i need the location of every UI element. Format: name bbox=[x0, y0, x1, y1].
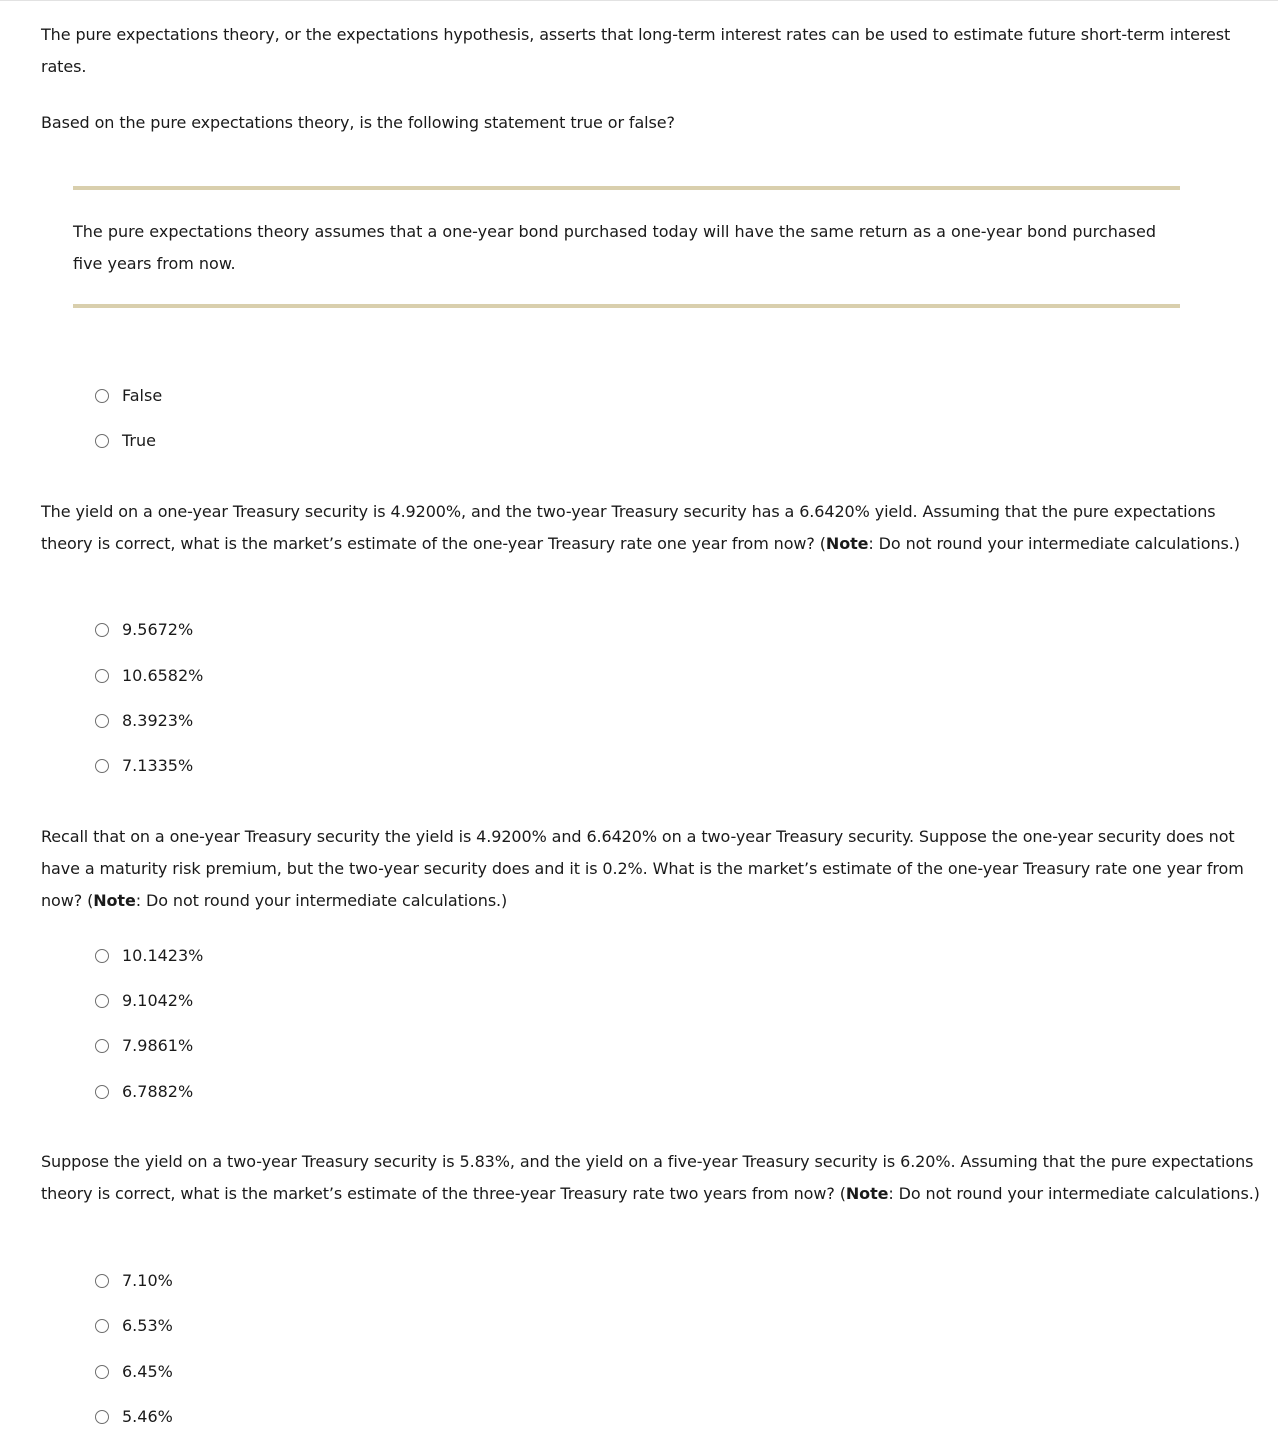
top-divider bbox=[0, 0, 1278, 1]
radio-button[interactable] bbox=[95, 1039, 109, 1053]
q1-option-false[interactable] bbox=[95, 385, 162, 407]
question-3-text-main: Recall that on a one-year Treasury security the yield is 4.9200% and 6.6420% on a two-year Treasury security. Suppose the one-year security does not have a maturity risk premium, but the two-year security does and it is 0.2%. What is the market’s estimate of the one-year Treasury rate one year from now? ( bbox=[41, 827, 1244, 910]
question-2-note-text: : Do not round your intermediate calculations.) bbox=[868, 534, 1240, 553]
radio-button[interactable] bbox=[95, 1274, 109, 1288]
q2-option-4[interactable] bbox=[95, 755, 193, 777]
option-label: 6.53% bbox=[122, 1316, 173, 1335]
radio-button[interactable] bbox=[95, 389, 109, 403]
q3-option-1[interactable] bbox=[95, 945, 203, 967]
statement-top-rule bbox=[73, 186, 1180, 190]
question-3-note-text: : Do not round your intermediate calculations.) bbox=[135, 891, 508, 910]
question-4-note-text: : Do not round your intermediate calculations.) bbox=[888, 1184, 1260, 1203]
note-label: Note bbox=[845, 1184, 889, 1203]
q4-option-1[interactable] bbox=[95, 1270, 173, 1292]
radio-button[interactable] bbox=[95, 949, 109, 963]
radio-button[interactable] bbox=[95, 1319, 109, 1333]
option-label: 6.45% bbox=[122, 1362, 173, 1381]
option-label: 10.1423% bbox=[122, 946, 204, 965]
question-4-text-main: Suppose the yield on a two-year Treasury security is 5.83%, and the yield on a five-year Treasury security is 6.20%. Assuming that the pure expectations theory is correct, what is the market’s estimate of the three-year Treasury rate two years from now? ( bbox=[41, 1152, 1254, 1203]
q4-option-2[interactable] bbox=[95, 1315, 173, 1337]
option-label: 7.10% bbox=[122, 1271, 173, 1290]
q1-option-true[interactable] bbox=[95, 430, 156, 452]
radio-button[interactable] bbox=[95, 994, 109, 1008]
question-1-prompt: Based on the pure expectations theory, is the following statement true or false? bbox=[41, 113, 675, 132]
q2-option-1[interactable] bbox=[95, 619, 193, 641]
radio-button[interactable] bbox=[95, 759, 109, 773]
option-label: 7.1335% bbox=[122, 756, 194, 775]
question-2-text bbox=[41, 496, 1269, 560]
option-label: 5.46% bbox=[122, 1407, 173, 1426]
note-label: Note bbox=[825, 534, 869, 553]
option-label: 10.6582% bbox=[122, 666, 204, 685]
question-3-text bbox=[41, 821, 1269, 917]
radio-button[interactable] bbox=[95, 1365, 109, 1379]
radio-button[interactable] bbox=[95, 434, 109, 448]
question-2-text-main: The yield on a one-year Treasury security is 4.9200%, and the two-year Treasury security has a 6.6420% yield. Assuming that the pure expectations theory is correct, what is the market’s estimate of the one-year Treasury rate one year from now? ( bbox=[41, 502, 1216, 553]
option-label: 8.3923% bbox=[122, 711, 194, 730]
option-label: 6.7882% bbox=[122, 1082, 194, 1101]
question-1-statement: The pure expectations theory assumes that a one-year bond purchased today will have the same return as a one-year bond purchased five years from now. bbox=[73, 222, 1156, 273]
q3-option-2[interactable] bbox=[95, 990, 193, 1012]
radio-button[interactable] bbox=[95, 1410, 109, 1424]
q4-option-3[interactable] bbox=[95, 1361, 173, 1383]
radio-button[interactable] bbox=[95, 714, 109, 728]
statement-bottom-rule bbox=[73, 304, 1180, 308]
q3-option-3[interactable] bbox=[95, 1035, 193, 1057]
option-label: True bbox=[122, 431, 156, 450]
q3-option-4[interactable] bbox=[95, 1081, 193, 1103]
note-label: Note bbox=[93, 891, 136, 910]
option-label: False bbox=[122, 386, 163, 405]
q2-option-3[interactable] bbox=[95, 710, 193, 732]
radio-button[interactable] bbox=[95, 623, 109, 637]
intro-text: The pure expectations theory, or the expectations hypothesis, asserts that long-term interest rates can be used to estimate future short-term interest rates. bbox=[41, 25, 1231, 76]
radio-button[interactable] bbox=[95, 1085, 109, 1099]
question-4-text bbox=[41, 1146, 1269, 1210]
option-label: 9.1042% bbox=[122, 991, 194, 1010]
option-label: 7.9861% bbox=[122, 1036, 194, 1055]
option-label: 9.5672% bbox=[122, 620, 194, 639]
q4-option-4[interactable] bbox=[95, 1406, 173, 1428]
q2-option-2[interactable] bbox=[95, 665, 203, 687]
radio-button[interactable] bbox=[95, 669, 109, 683]
